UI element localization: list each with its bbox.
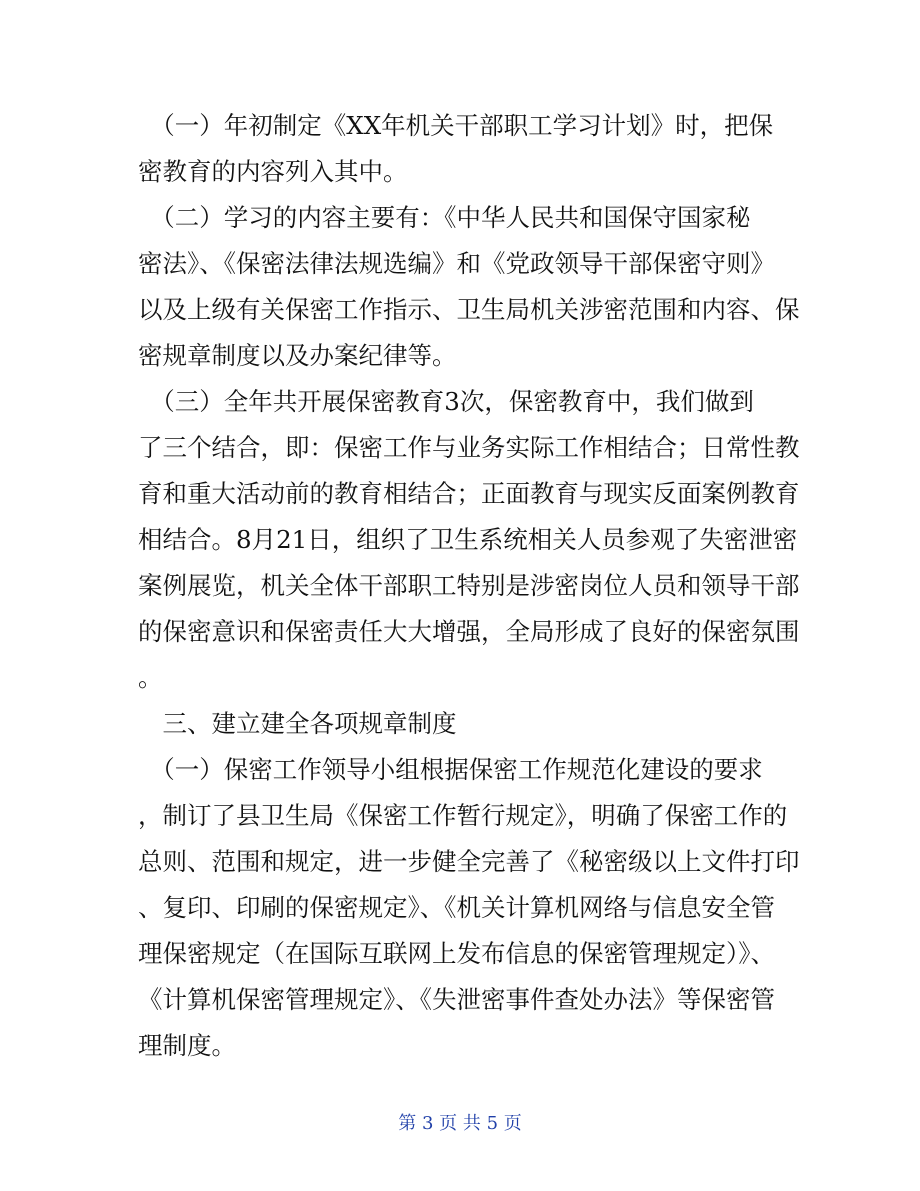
text-line: 理保密规定（在国际互联网上发布信息的保密管理规定）》、 [138, 939, 775, 968]
text-line: 《计算机保密管理规定》、《失泄密事件查处办法》等保密管 [138, 985, 775, 1014]
text-line: 案例展览，机关全体干部职工特别是涉密岗位人员和领导干部 [138, 571, 800, 600]
text-line: （三）全年共开展保密教育3次，保密教育中，我们做到 [138, 387, 754, 416]
text-line: 、复印、印刷的保密规定》、《机关计算机网络与信息安全管 [138, 893, 775, 922]
text-line: 的保密意识和保密责任大大增强，全局形成了良好的保密氛围 [138, 617, 800, 646]
text-line: 相结合。8月21日，组织了卫生系统相关人员参观了失密泄密 [138, 525, 798, 554]
text-line: 密教育的内容列入其中。 [138, 157, 408, 186]
text-line: 密规章制度以及办案纪律等。 [138, 341, 457, 370]
text-line: 总则、范围和规定，进一步健全完善了《秘密级以上文件打印 [138, 847, 800, 876]
text-line: （二）学习的内容主要有：《中华人民共和国保守国家秘 [138, 203, 751, 232]
text-line: 了三个结合，即：保密工作与业务实际工作相结合；日常性教 [138, 433, 800, 462]
text-line: 。 [138, 663, 163, 692]
text-line: （一）年初制定《XX年机关干部职工学习计划》时，把保 [138, 111, 774, 140]
text-line: （一）保密工作领导小组根据保密工作规范化建设的要求 [138, 755, 763, 784]
text-line: 密法》、《保密法律法规选编》和《党政领导干部保密守则》 [138, 249, 775, 278]
text-line: ，制订了县卫生局《保密工作暂行规定》，明确了保密工作的 [138, 801, 788, 830]
section-heading: 三、建立建全各项规章制度 [138, 709, 457, 738]
text-line: 育和重大活动前的教育相结合；正面教育与现实反面案例教育 [138, 479, 800, 508]
page-number-footer: 第 3 页 共 5 页 [398, 1113, 522, 1134]
text-line: 理制度。 [138, 1031, 236, 1060]
text-line: 以及上级有关保密工作指示、卫生局机关涉密范围和内容、保 [138, 295, 800, 324]
